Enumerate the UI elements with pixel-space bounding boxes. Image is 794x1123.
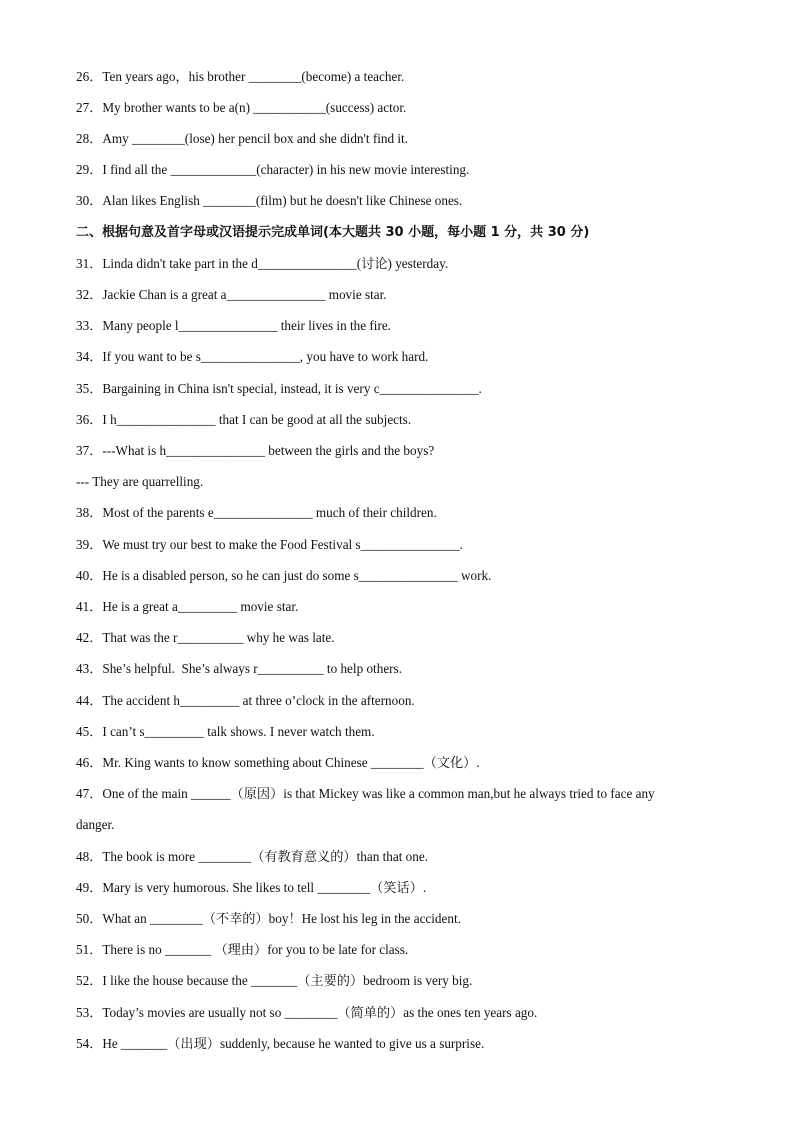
- question-33: [76, 318, 391, 334]
- question-number: 45．: [76, 724, 103, 739]
- question-text: Linda didn't take part in the d_______________(讨论) yesterday.: [102, 256, 449, 271]
- question-35: [76, 381, 482, 397]
- question-29: [76, 162, 469, 178]
- question-text: He is a disabled person, so he can just do some s_______________ work.: [102, 568, 492, 583]
- question-26: [76, 69, 404, 85]
- question-text: I find all the _____________(character) in his new movie interesting.: [102, 162, 470, 177]
- question-text: I h_______________ that I can be good at all the subjects.: [102, 412, 412, 427]
- question-number: 43．: [76, 661, 103, 676]
- question-number: 41．: [76, 599, 103, 614]
- question-text: Alan likes English ________(film) but he doesn't like Chinese ones.: [102, 193, 463, 208]
- question-39: [76, 537, 463, 553]
- question-text: danger.: [76, 817, 115, 832]
- question-37-answer-line: [76, 474, 203, 490]
- question-41: [76, 599, 298, 615]
- question-49: [76, 880, 426, 896]
- question-text: Bargaining in China isn't special, instead, it is very c_______________.: [102, 381, 482, 396]
- question-40: [76, 568, 491, 584]
- question-text: Amy ________(lose) her pencil box and she didn't find it.: [102, 131, 409, 146]
- question-text: ---What is h_______________ between the girls and the boys?: [102, 443, 435, 458]
- question-number: 35．: [76, 381, 103, 396]
- question-text: My brother wants to be a(n) ___________(success) actor.: [102, 100, 407, 115]
- question-53: [76, 1005, 537, 1021]
- question-text: Jackie Chan is a great a_______________ movie star.: [102, 287, 387, 302]
- question-43: [76, 661, 402, 677]
- question-text: I can’t s_________ talk shows. I never watch them.: [102, 724, 375, 739]
- question-number: 53．: [76, 1005, 103, 1020]
- question-45: [76, 724, 375, 740]
- question-number: 46．: [76, 755, 103, 770]
- question-text: That was the r__________ why he was late.: [102, 630, 335, 645]
- question-text: There is no _______ （理由）for you to be late for class.: [102, 942, 409, 957]
- question-48: [76, 849, 428, 865]
- question-text: Most of the parents e_______________ much of their children.: [102, 505, 437, 520]
- question-50: [76, 911, 461, 927]
- question-44: [76, 693, 415, 709]
- question-number: 42．: [76, 630, 103, 645]
- question-52: [76, 973, 472, 989]
- question-46: [76, 755, 480, 771]
- question-number: 36．: [76, 412, 103, 427]
- question-27: [76, 100, 406, 116]
- question-number: 30．: [76, 193, 103, 208]
- question-number: 31．: [76, 256, 103, 271]
- question-text: One of the main ______（原因）is that Mickey was like a common man,but he always tried to face any: [102, 786, 655, 801]
- question-number: 33．: [76, 318, 103, 333]
- question-text: Mr. King wants to know something about Chinese ________（文化）.: [102, 755, 480, 770]
- question-31: [76, 256, 448, 272]
- question-51: [76, 942, 408, 958]
- question-number: 44．: [76, 693, 103, 708]
- question-number: 29．: [76, 162, 103, 177]
- question-text: --- They are quarrelling.: [76, 474, 204, 489]
- question-text: She’s helpful. She’s always r__________ to help others.: [102, 661, 402, 676]
- question-37: [76, 443, 434, 459]
- question-number: 37．: [76, 443, 103, 458]
- question-54: [76, 1036, 484, 1052]
- question-number: 51．: [76, 942, 103, 957]
- question-text: Mary is very humorous. She likes to tell ________（笑话）.: [102, 880, 427, 895]
- question-number: 26．: [76, 69, 103, 84]
- question-text: The book is more ________（有教育意义的）than that one.: [102, 849, 428, 864]
- question-number: 49．: [76, 880, 103, 895]
- question-38: [76, 505, 437, 521]
- question-text: Today’s movies are usually not so ________（简单的）as the ones ten years ago.: [102, 1005, 538, 1020]
- question-text: He _______（出现）suddenly, because he wanted to give us a surprise.: [102, 1036, 485, 1051]
- question-text: He is a great a_________ movie star.: [102, 599, 299, 614]
- question-text: Many people l_______________ their lives in the fire.: [102, 318, 391, 333]
- section-heading: 二、根据句意及首字母或汉语提示完成单词(本大题共 30 小题，每小题 1 分，共 30 分): [76, 225, 590, 240]
- question-number: 52．: [76, 973, 103, 988]
- question-number: 28．: [76, 131, 103, 146]
- question-42: [76, 630, 335, 646]
- question-text: Ten years ago，his brother ________(become) a teacher.: [102, 69, 405, 84]
- question-30: [76, 193, 462, 209]
- question-number: 47．: [76, 786, 103, 801]
- question-number: 39．: [76, 537, 103, 552]
- question-47: [76, 786, 655, 802]
- question-34: [76, 349, 428, 365]
- question-32: [76, 287, 387, 303]
- question-text: The accident h_________ at three o’clock in the afternoon.: [102, 693, 415, 708]
- question-text: If you want to be s_______________, you have to work hard.: [102, 349, 429, 364]
- question-number: 40．: [76, 568, 103, 583]
- question-number: 34．: [76, 349, 103, 364]
- question-47-continuation: [76, 817, 114, 833]
- question-number: 54．: [76, 1036, 103, 1051]
- question-number: 27．: [76, 100, 103, 115]
- question-number: 48．: [76, 849, 103, 864]
- question-text: What an ________（不幸的）boy！He lost his leg in the accident.: [102, 911, 461, 926]
- question-36: [76, 412, 411, 428]
- question-text: We must try our best to make the Food Festival s_______________.: [102, 537, 463, 552]
- question-28: [76, 131, 408, 147]
- question-number: 32．: [76, 287, 103, 302]
- question-number: 50．: [76, 911, 103, 926]
- question-text: I like the house because the _______（主要的）bedroom is very big.: [102, 973, 473, 988]
- question-number: 38．: [76, 505, 103, 520]
